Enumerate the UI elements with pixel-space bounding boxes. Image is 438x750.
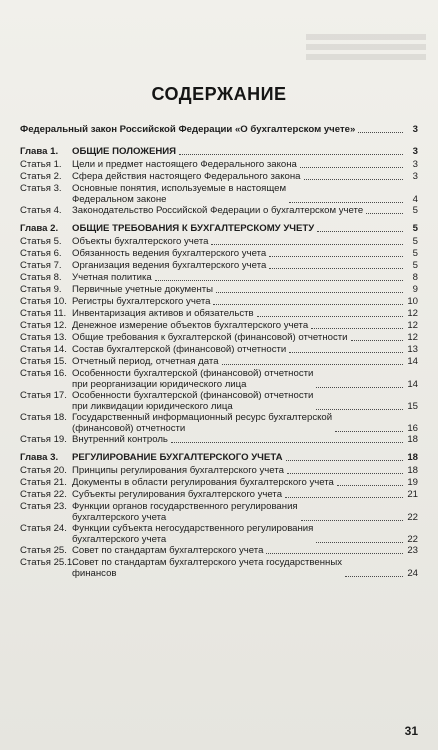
dot-leader — [222, 364, 403, 365]
dot-leader — [358, 132, 403, 133]
toc-title: Государственный информационный ресурс бухгалтерской (финансовой) отчетности — [72, 412, 333, 434]
toc-title: Документы в области регулирования бухгалтерского учета — [72, 477, 334, 488]
toc-number: Глава 3. — [20, 452, 59, 463]
toc-title: Субъекты регулирования бухгалтерского учета — [72, 489, 283, 500]
toc-title: Сфера действия настоящего Федерального закона — [72, 171, 301, 182]
toc-entry-main — [72, 545, 418, 556]
toc-entry-main — [72, 434, 418, 445]
toc-title: Объекты бухгалтерского учета — [72, 236, 209, 247]
table-of-contents — [20, 124, 418, 579]
toc-number: Глава 1. — [20, 146, 59, 157]
toc-entry-row[interactable] — [20, 236, 418, 248]
dot-leader — [316, 542, 403, 543]
toc-number: Статья 12. — [20, 320, 67, 331]
toc-entry-row[interactable] — [20, 272, 418, 284]
toc-number: Статья 7. — [20, 260, 62, 271]
toc-entry-row[interactable] — [20, 477, 418, 489]
dot-leader — [179, 154, 403, 155]
toc-number: Статья 21. — [20, 477, 67, 488]
toc-number: Статья 20. — [20, 465, 67, 476]
dot-leader — [300, 167, 403, 168]
toc-number: Статья 18. — [20, 412, 67, 423]
dot-leader — [289, 352, 403, 353]
toc-title: Функции органов государственного регулирования бухгалтерского учета — [72, 501, 298, 523]
toc-number: Статья 17. — [20, 390, 67, 401]
toc-entry-main — [72, 368, 418, 390]
toc-entry-row[interactable] — [20, 260, 418, 272]
toc-chapter-row[interactable] — [20, 223, 418, 235]
toc-entry-row[interactable] — [20, 523, 418, 545]
toc-entry-main — [72, 272, 418, 283]
toc-title: Денежное измерение объектов бухгалтерского учета — [72, 320, 309, 331]
toc-entry-main — [72, 236, 418, 247]
toc-title: Учетная политика — [72, 272, 152, 283]
dot-leader — [266, 553, 403, 554]
toc-page-number: 5 — [412, 248, 418, 259]
toc-entry-row[interactable] — [20, 412, 418, 434]
page-title: СОДЕРЖАНИЕ — [151, 84, 287, 104]
dot-leader — [366, 213, 403, 214]
toc-title: Обязанность ведения бухгалтерского учета — [72, 248, 267, 259]
toc-entry-row[interactable] — [20, 390, 418, 412]
dot-leader — [213, 304, 403, 305]
toc-number: Статья 6. — [20, 248, 62, 259]
toc-title: Состав бухгалтерской (финансовой) отчетности — [72, 344, 287, 355]
toc-number: Статья 11. — [20, 308, 67, 319]
dot-leader — [304, 179, 403, 180]
toc-entry-main — [72, 183, 418, 205]
toc-entry-row[interactable] — [20, 296, 418, 308]
toc-chapter-row[interactable] — [20, 452, 418, 464]
toc-title: Организация ведения бухгалтерского учета — [72, 260, 267, 271]
toc-page-number: 18 — [407, 434, 418, 445]
toc-page-number: 22 — [407, 534, 418, 545]
dot-leader — [335, 431, 403, 432]
dot-leader — [216, 292, 403, 293]
toc-number: Статья 23. — [20, 501, 67, 512]
dot-leader — [155, 280, 403, 281]
toc-number: Статья 25. — [20, 545, 67, 556]
toc-page-number: 12 — [407, 308, 418, 319]
toc-page-number: 10 — [407, 296, 418, 307]
toc-entry-main — [72, 390, 418, 412]
toc-entry-main — [72, 452, 418, 463]
toc-title: Законодательство Российской Федерации о бухгалтерском учете — [72, 205, 364, 216]
toc-entry-main — [72, 146, 418, 157]
toc-title: Первичные учетные документы — [72, 284, 214, 295]
toc-number: Статья 14. — [20, 344, 67, 355]
toc-entry-main — [72, 296, 418, 307]
toc-entry-row[interactable] — [20, 489, 418, 501]
toc-page-number: 3 — [412, 146, 418, 157]
toc-entry-row[interactable] — [20, 183, 418, 205]
toc-title: ОБЩИЕ ПОЛОЖЕНИЯ — [72, 146, 177, 157]
toc-entry-main — [72, 171, 418, 182]
toc-entry-main — [72, 465, 418, 476]
toc-number: Глава 2. — [20, 223, 59, 234]
toc-number: Статья 19. — [20, 434, 67, 445]
toc-entry-main — [72, 284, 418, 295]
toc-entry-main — [20, 124, 418, 135]
toc-page-number: 14 — [407, 356, 418, 367]
toc-title: Федеральный закон Российской Федерации «О бухгалтерском учете» — [20, 124, 356, 135]
toc-title: Совет по стандартам бухгалтерского учета государственных финансов — [72, 557, 343, 579]
toc-law-row[interactable] — [20, 124, 418, 136]
toc-entry-main — [72, 332, 418, 343]
toc-title: Основные понятия, используемые в настоящем Федеральном законе — [72, 183, 287, 205]
toc-page-number: 15 — [407, 401, 418, 412]
toc-number: Статья 16. — [20, 368, 67, 379]
toc-title: Общие требования к бухгалтерской (финансовой) отчетности — [72, 332, 348, 343]
toc-page-number: 5 — [412, 260, 418, 271]
toc-entry-row[interactable] — [20, 332, 418, 344]
toc-entry-row[interactable] — [20, 308, 418, 320]
toc-title: Инвентаризация активов и обязательств — [72, 308, 254, 319]
toc-page-number: 22 — [407, 512, 418, 523]
dot-leader — [345, 576, 403, 577]
toc-entry-main — [72, 344, 418, 355]
dot-leader — [316, 409, 403, 410]
toc-entry-row[interactable] — [20, 159, 418, 171]
dot-leader — [316, 387, 403, 388]
dot-leader — [301, 520, 403, 521]
toc-entry-row[interactable] — [20, 248, 418, 260]
dot-leader — [285, 497, 403, 498]
toc-entry-main — [72, 320, 418, 331]
toc-page-number: 24 — [407, 568, 418, 579]
toc-page-number: 14 — [407, 379, 418, 390]
dot-leader — [311, 328, 403, 329]
toc-page-number: 4 — [412, 194, 418, 205]
toc-number: Статья 8. — [20, 272, 62, 283]
toc-entry-row[interactable] — [20, 356, 418, 368]
toc-page-number: 12 — [407, 332, 418, 343]
toc-entry-main — [72, 260, 418, 271]
toc-number: Статья 10. — [20, 296, 67, 307]
toc-number: Статья 1. — [20, 159, 62, 170]
toc-entry-row[interactable] — [20, 344, 418, 356]
dot-leader — [317, 231, 403, 232]
toc-entry-row[interactable] — [20, 320, 418, 332]
toc-title: Принципы регулирования бухгалтерского учета — [72, 465, 284, 476]
toc-title: Отчетный период, отчетная дата — [72, 356, 219, 367]
toc-title: ОБЩИЕ ТРЕБОВАНИЯ К БУХГАЛТЕРСКОМУ УЧЕТУ — [72, 223, 315, 234]
toc-number: Статья 2. — [20, 171, 62, 182]
toc-entry-main — [72, 412, 418, 434]
toc-page-number: 9 — [412, 284, 418, 295]
toc-number: Статья 4. — [20, 205, 62, 216]
toc-entry-main — [72, 523, 418, 545]
toc-entry-row[interactable] — [20, 284, 418, 296]
toc-number: Статья 25.1. — [20, 557, 75, 568]
toc-page-number: 5 — [412, 205, 418, 216]
toc-entry-main — [72, 477, 418, 488]
dot-leader — [171, 442, 403, 443]
dot-leader — [257, 316, 403, 317]
toc-page-number: 5 — [412, 236, 418, 247]
toc-entry-row[interactable] — [20, 205, 418, 217]
toc-entry-row[interactable] — [20, 434, 418, 446]
toc-entry-main — [72, 308, 418, 319]
toc-entry-row[interactable] — [20, 501, 418, 523]
toc-page-number: 16 — [407, 423, 418, 434]
dot-leader — [287, 473, 403, 474]
toc-entry-main — [72, 489, 418, 500]
toc-entry-row[interactable] — [20, 545, 418, 557]
page-number: 31 — [404, 724, 418, 738]
toc-number: Статья 3. — [20, 183, 62, 194]
toc-page-number: 21 — [407, 489, 418, 500]
toc-title: Функции субъекта негосударственного регулирования бухгалтерского учета — [72, 523, 314, 545]
dot-leader — [289, 202, 403, 203]
toc-page-number: 3 — [412, 124, 418, 135]
toc-page-number: 12 — [407, 320, 418, 331]
dot-leader — [351, 340, 404, 341]
toc-page-number: 3 — [412, 171, 418, 182]
toc-title: Цели и предмет настоящего Федерального закона — [72, 159, 297, 170]
toc-entry-row[interactable] — [20, 171, 418, 183]
toc-page-number: 19 — [407, 477, 418, 488]
toc-page-number: 18 — [407, 452, 418, 463]
toc-number: Статья 5. — [20, 236, 62, 247]
toc-page-number: 3 — [412, 159, 418, 170]
toc-number: Статья 24. — [20, 523, 67, 534]
toc-title: Особенности бухгалтерской (финансовой) отчетности при реорганизации юридического лица — [72, 368, 314, 390]
toc-title: РЕГУЛИРОВАНИЕ БУХГАЛТЕРСКОГО УЧЕТА — [72, 452, 283, 463]
toc-page-number: 18 — [407, 465, 418, 476]
toc-number: Статья 9. — [20, 284, 62, 295]
toc-entry-main — [72, 223, 418, 234]
dot-leader — [286, 460, 404, 461]
toc-page-number: 8 — [412, 272, 418, 283]
dot-leader — [337, 485, 403, 486]
toc-number: Статья 15. — [20, 356, 67, 367]
toc-number: Статья 22. — [20, 489, 67, 500]
toc-page-number: 5 — [412, 223, 418, 234]
toc-page-number: 13 — [407, 344, 418, 355]
dot-leader — [211, 244, 403, 245]
toc-title: Особенности бухгалтерской (финансовой) отчетности при ликвидации юридического лица — [72, 390, 314, 412]
page-bleed-decoration — [306, 30, 426, 60]
dot-leader — [269, 256, 403, 257]
toc-entry-main — [72, 356, 418, 367]
toc-entry-row[interactable] — [20, 557, 418, 579]
toc-entry-main — [72, 501, 418, 523]
toc-entry-main — [72, 159, 418, 170]
toc-number: Статья 13. — [20, 332, 67, 343]
toc-chapter-row[interactable] — [20, 146, 418, 158]
toc-entry-row[interactable] — [20, 465, 418, 477]
toc-entry-row[interactable] — [20, 368, 418, 390]
dot-leader — [269, 268, 403, 269]
toc-title: Регистры бухгалтерского учета — [72, 296, 211, 307]
toc-entry-main — [72, 248, 418, 259]
toc-page-number: 23 — [407, 545, 418, 556]
toc-entry-main — [72, 205, 418, 216]
toc-entry-main — [72, 557, 418, 579]
toc-title: Совет по стандартам бухгалтерского учета — [72, 545, 264, 556]
toc-title: Внутренний контроль — [72, 434, 168, 445]
